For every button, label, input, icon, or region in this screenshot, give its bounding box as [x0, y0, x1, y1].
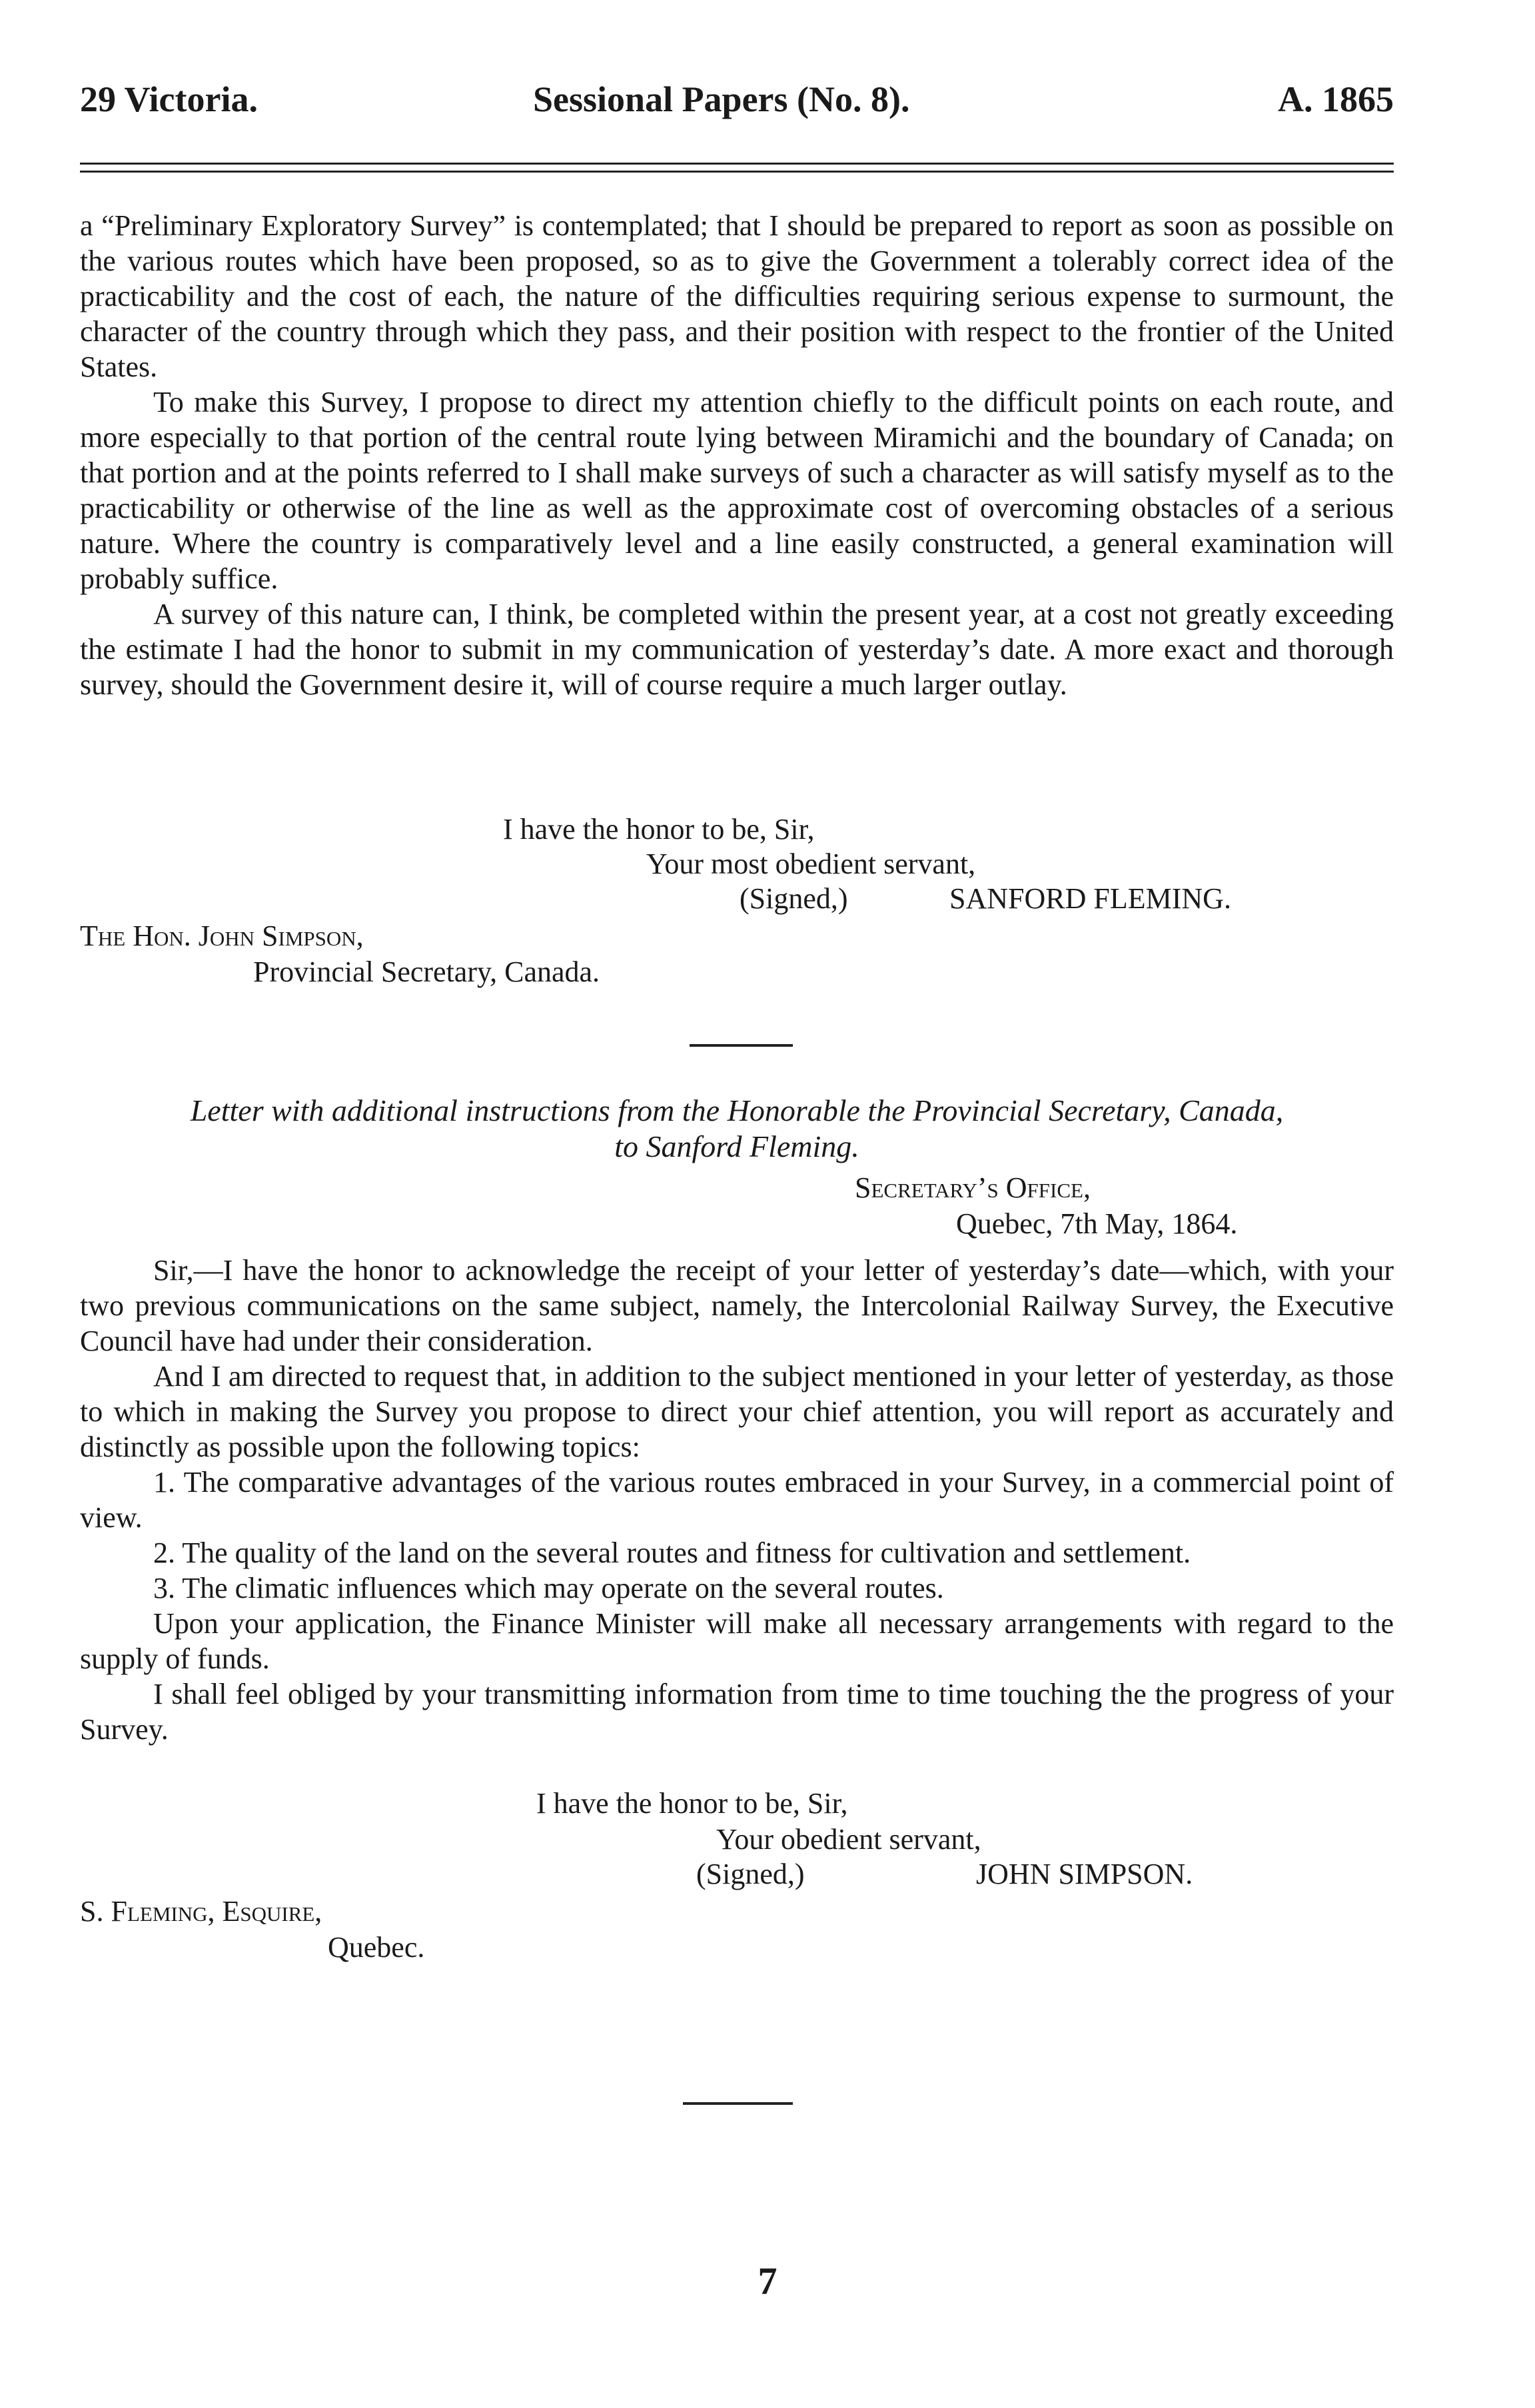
letter2-paragraph: And I am directed to request that, in addition to the subject mentioned in your letter of yesterday, as those to which in making the Survey you propose to direct your chief attention, you will report as accurately and distinctly as possible upon the following topics:	[80, 1360, 1394, 1463]
letter2-signature: JOHN SIMPSON.	[976, 1858, 1193, 1890]
section-separator	[690, 1044, 793, 1047]
letter2-paragraph: I shall feel obliged by your transmitting information from time to time touching the the progress of your Survey.	[80, 1678, 1394, 1746]
header-volume: 29 Victoria.	[80, 79, 258, 119]
letter1-signed: (Signed,)	[740, 882, 848, 915]
letter2-office: Secretary’s Office,	[855, 1171, 1091, 1204]
end-separator	[683, 2102, 793, 2105]
letter2-heading-line: to Sanford Fleming.	[614, 1129, 859, 1163]
running-header	[80, 79, 1394, 132]
letter1-closing: I have the honor to be, Sir,	[503, 813, 815, 846]
letter2-closing: I have the honor to be, Sir,	[536, 1787, 848, 1820]
header-rule-bottom	[80, 171, 1394, 173]
header-year: A. 1865	[1278, 79, 1394, 119]
letter2-paragraph: Upon your application, the Finance Minister will make all necessary arrangements with regard to the supply of funds.	[80, 1607, 1394, 1675]
letter1-paragraph: A survey of this nature can, I think, be completed within the present year, at a cost not greatly exceeding the estimate I had the honor to submit in my communication of yesterday’s date. A more exact and thorough survey, should the Government desire it, will of course require a much larger outlay.	[80, 598, 1394, 701]
header-rule-top	[80, 163, 1394, 165]
letter1-paragraph: a “Preliminary Exploratory Survey” is contemplated; that I should be prepared to report as soon as possible on the various routes which have been proposed, so as to give the Government a tolerably correct idea of the practicability and the cost of each, the nature of the difficulties requiring serious expense to surmount, the character of the country through which they pass, and their position with respect to the frontier of the United States.	[80, 209, 1394, 383]
letter1-paragraph: To make this Survey, I propose to direct my attention chiefly to the difficult points on each route, and more especially to that portion of the central route lying between Miramichi and the boundary of Canada; on that portion and at the points referred to I shall make surveys of such a character as will satisfy myself as to the practicability or otherwise of the line as well as the approximate cost of overcoming obstacles of a serious nature. Where the country is comparatively level and a line easily constructed, a general examination will probably suffice.	[80, 386, 1394, 595]
letter2-list-item: 3. The climatic influences which may operate on the several routes.	[153, 1572, 944, 1604]
letter2-paragraph: Sir,—I have the honor to acknowledge the receipt of your letter of yesterday’s date—which, with your two previous communications on the same subject, namely, the Intercolonial Railway Survey, the Executive Council have had under their consideration.	[80, 1254, 1394, 1357]
letter1-servant: Your most obedient servant,	[646, 848, 976, 880]
letter2-servant: Your obedient servant,	[716, 1823, 981, 1856]
letter2-heading	[80, 1093, 1394, 1165]
letter2-signed: (Signed,)	[696, 1858, 805, 1890]
letter2-list-item: 1. The comparative advantages of the various routes embraced in your Survey, in a commercial point of view.	[80, 1466, 1394, 1534]
letter1-addressee: The Hon. John Simpson,	[80, 919, 364, 952]
header-series: Sessional Papers (No. 8).	[533, 79, 910, 119]
letter1-signature: SANFORD FLEMING.	[949, 882, 1231, 915]
page-number: 7	[758, 2259, 777, 2303]
letter1-body	[80, 208, 1394, 702]
letter1-addressee-title: Provincial Secretary, Canada.	[253, 955, 600, 988]
letter2-addressee-place: Quebec.	[328, 1931, 425, 1964]
letter2-list-item: 2. The quality of the land on the several routes and fitness for cultivation and settlement.	[153, 1536, 1191, 1569]
letter2-body	[80, 1253, 1394, 1747]
letter2-addressee: S. Fleming, Esquire,	[80, 1895, 322, 1928]
letter2-heading-line: Letter with additional instructions from the Honorable the Provincial Secretary, Canada,	[190, 1093, 1284, 1127]
letter2-place-date: Quebec, 7th May, 1864.	[956, 1207, 1238, 1240]
